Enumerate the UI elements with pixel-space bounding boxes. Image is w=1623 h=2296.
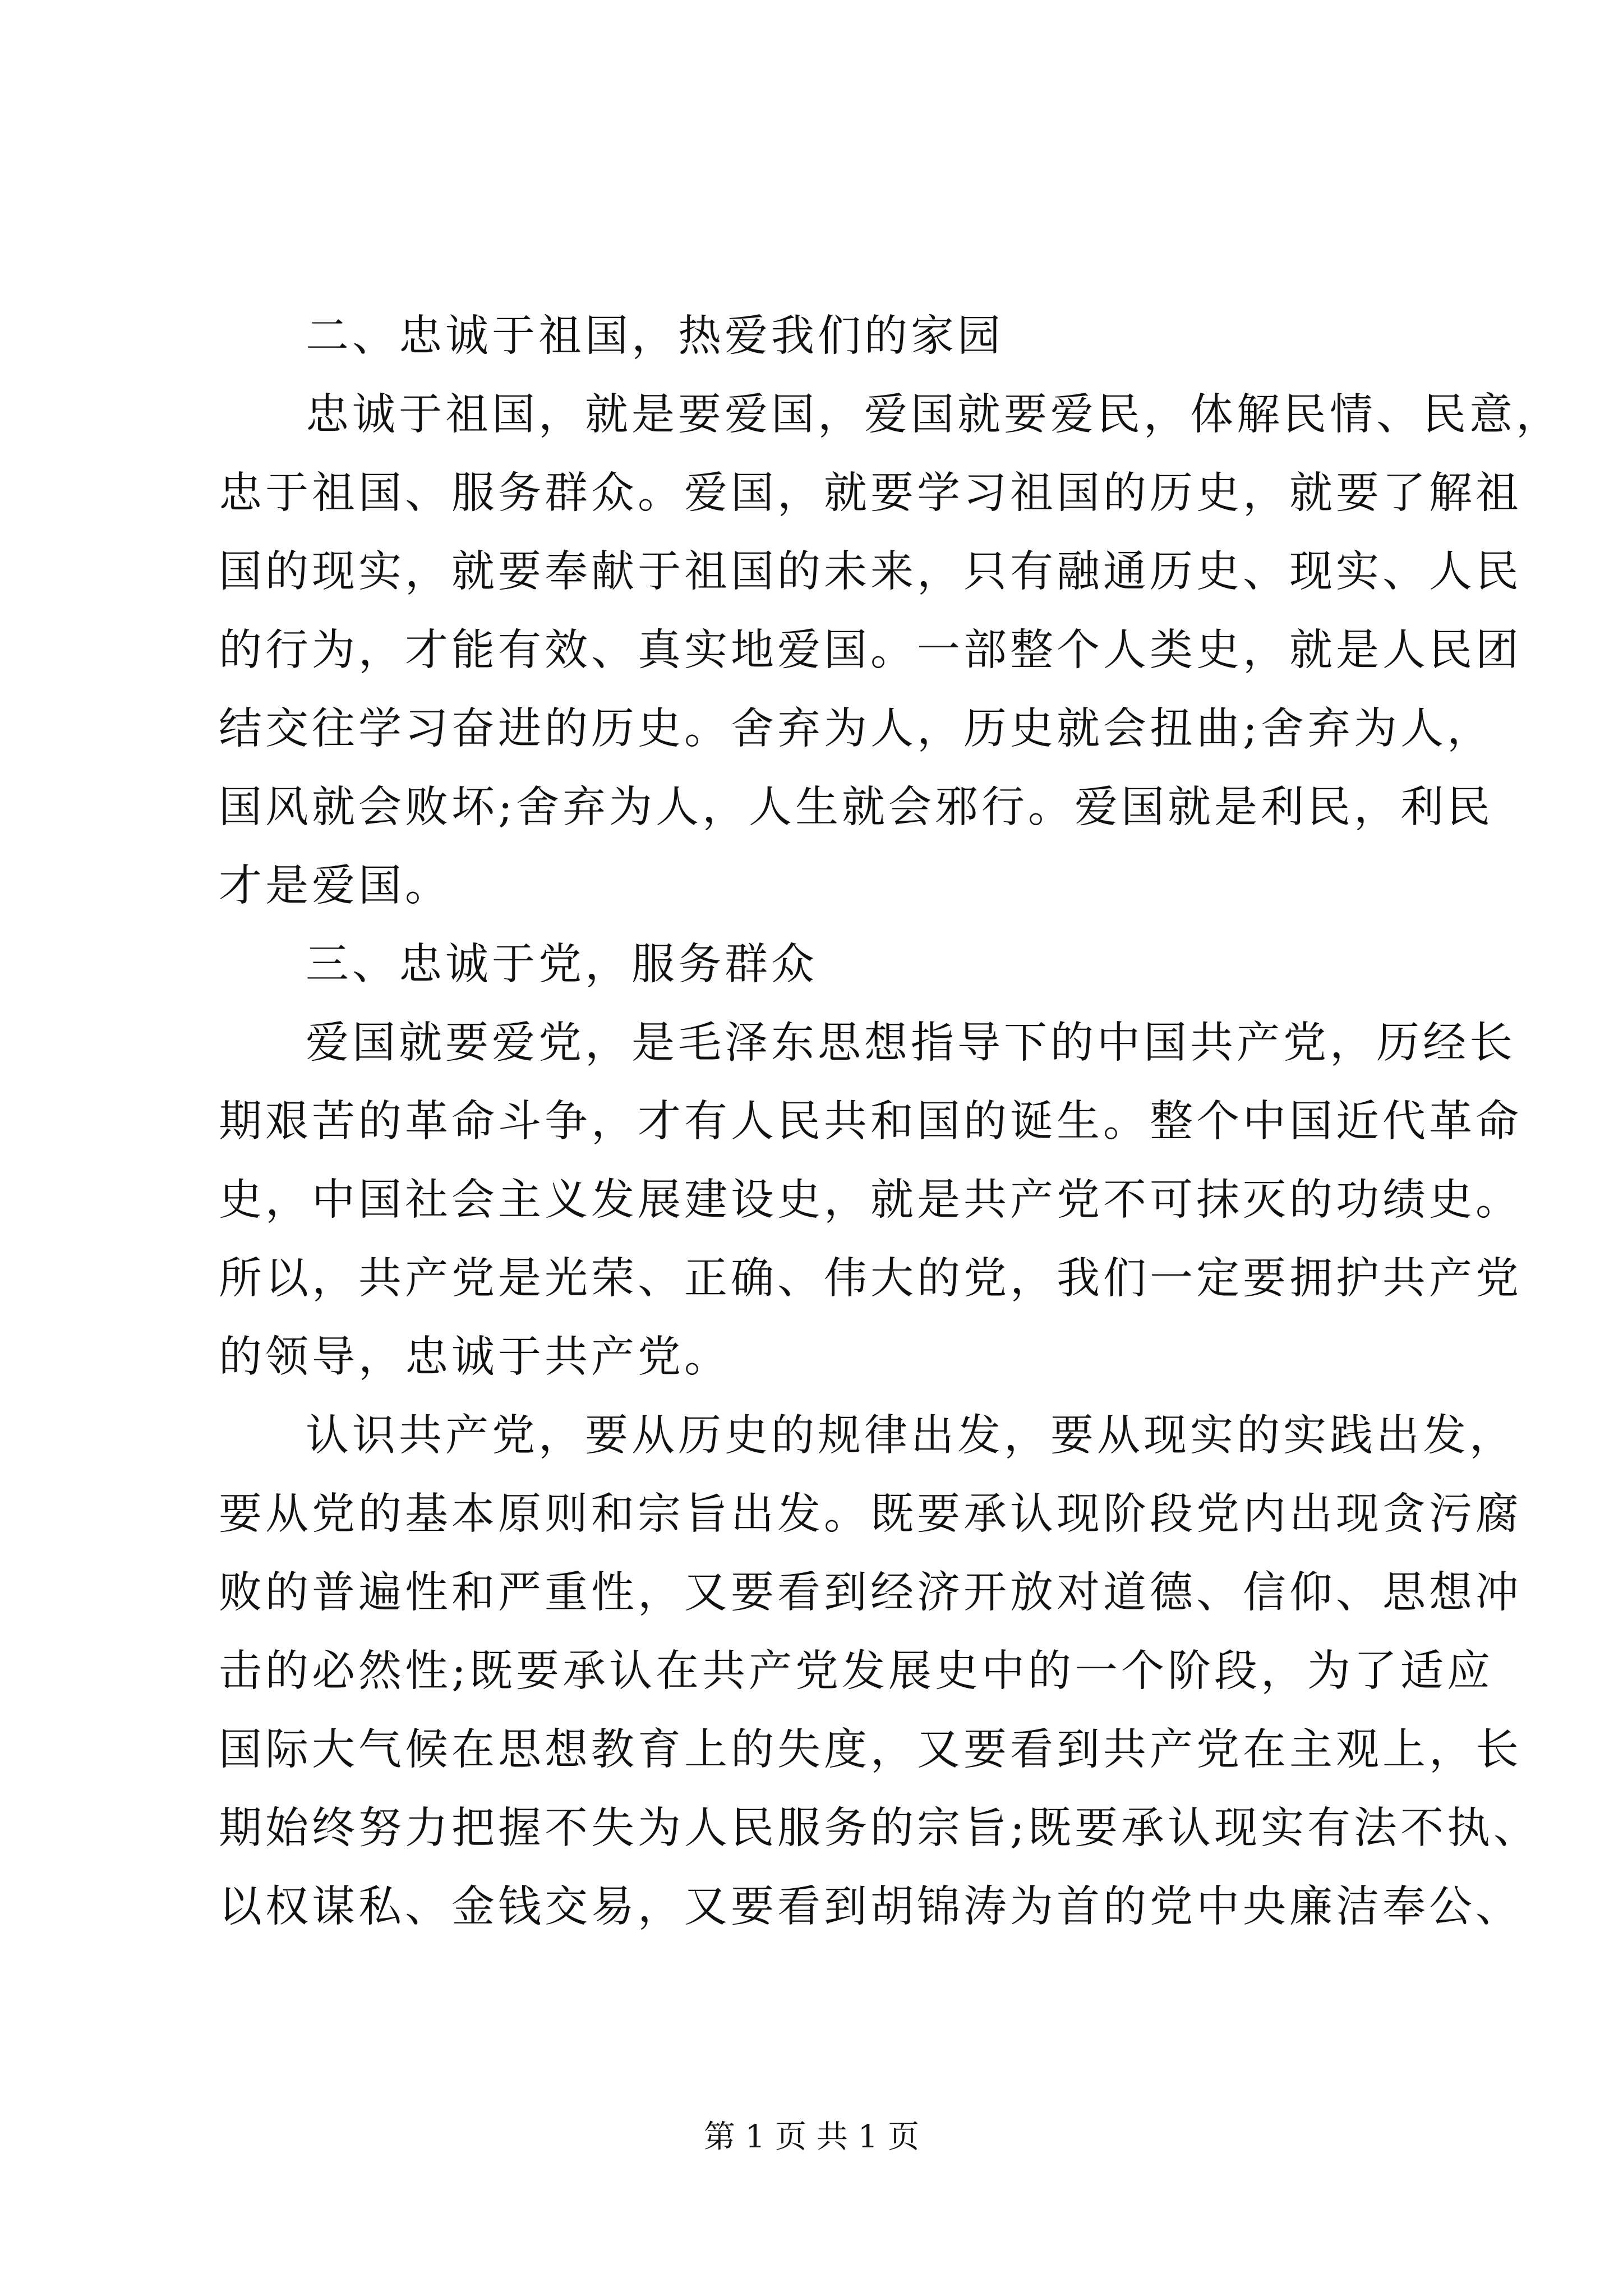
paragraph-line: 史，中国社会主义发展建设史，就是共产党不可抹灭的功绩史。 — [219, 1175, 1522, 1225]
paragraph-line: 国的现实，就要奉献于祖国的未来，只有融通历史、现实、人民 — [219, 547, 1522, 597]
paragraph-line: 的行为，才能有效、真实地爱国。一部整个人类史，就是人民团 — [219, 625, 1522, 675]
paragraph-line: 击的必然性;既要承认在共产党发展史中的一个阶段，为了适应 — [219, 1646, 1493, 1696]
paragraph-line: 爱国就要爱党，是毛泽东思想指导下的中国共产党，历经长 — [306, 1018, 1516, 1068]
paragraph-line: 期艰苦的革命斗争，才有人民共和国的诞生。整个中国近代革命 — [219, 1097, 1522, 1147]
paragraph-line: 期始终努力把握不失为人民服务的宗旨;既要承认现实有法不执、 — [219, 1803, 1540, 1853]
paragraph-line: 忠于祖国、服务群众。爱国，就要学习祖国的历史，就要了解祖 — [219, 468, 1522, 518]
paragraph-line: 国际大气候在思想教育上的失度，又要看到共产党在主观上，长 — [219, 1725, 1522, 1775]
paragraph-line: 以权谋私、金钱交易，又要看到胡锦涛为首的党中央廉洁奉公、 — [219, 1882, 1522, 1932]
paragraph-line: 败的普遍性和严重性，又要看到经济开放对道德、信仰、思想冲 — [219, 1568, 1522, 1618]
paragraph-line: 认识共产党，要从历史的规律出发，要从现实的实践出发， — [306, 1411, 1516, 1461]
section-heading: 二、忠诚于祖国，热爱我们的家园 — [306, 311, 1004, 361]
page-footer: 第 1 页 共 1 页 — [703, 2119, 920, 2155]
section-heading: 三、忠诚于党，服务群众 — [306, 940, 818, 990]
paragraph-line: 才是爱国。 — [219, 861, 451, 911]
paragraph-line: 忠诚于祖国，就是要爱国，爱国就要爱民，体解民情、民意， — [306, 390, 1562, 440]
paragraph-line: 的领导，忠诚于共产党。 — [219, 1332, 731, 1382]
paragraph-line: 国风就会败坏;舍弃为人，人生就会邪行。爱国就是利民，利民 — [219, 783, 1493, 832]
paragraph-line: 结交往学习奋进的历史。舍弃为人，历史就会扭曲;舍弃为人， — [219, 704, 1493, 754]
paragraph-line: 所以，共产党是光荣、正确、伟大的党，我们一定要拥护共产党 — [219, 1254, 1522, 1304]
document-body — [219, 297, 1562, 1947]
paragraph-line: 要从党的基本原则和宗旨出发。既要承认现阶段党内出现贪污腐 — [219, 1489, 1522, 1539]
